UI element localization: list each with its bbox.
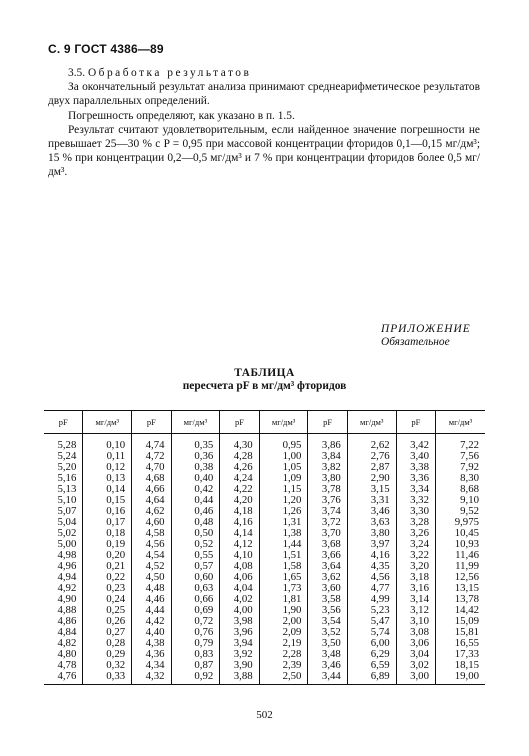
table-cell: 12,56: [435, 572, 485, 583]
table-cell: 0,27: [83, 627, 132, 638]
table-cell: 4,76: [57, 670, 77, 682]
table-cell: 3,34: [396, 484, 435, 495]
table-cell: 5,28: [57, 439, 77, 451]
table-cell: 4,96: [57, 560, 77, 572]
table-cell: 3,58: [308, 594, 347, 605]
table-cell: 4,04: [220, 583, 259, 594]
table-cell: 3,02: [396, 660, 435, 671]
section-heading: [48, 66, 480, 80]
table-cell: 3,40: [396, 451, 435, 462]
table-cell: 3,20: [396, 561, 435, 572]
table-cell: 3,84: [308, 451, 347, 462]
table-cell: 0,95: [259, 434, 308, 452]
table-cell: 4,24: [220, 473, 259, 484]
table-cell: 0,52: [171, 539, 220, 550]
table-cell: 4,46: [132, 594, 171, 605]
table-cell: 3,14: [396, 594, 435, 605]
table-cell: 4,80: [57, 648, 77, 660]
table-cell: 2,19: [259, 638, 308, 649]
table-cell: 0,55: [171, 550, 220, 561]
table-cell: 4,62: [132, 506, 171, 517]
table-cell: 11,99: [435, 561, 485, 572]
table-cell: 2,09: [259, 627, 308, 638]
table-cell: 4,20: [220, 495, 259, 506]
column-header: мг/дм³: [347, 411, 396, 434]
table-cell: 0,48: [171, 517, 220, 528]
table-cell: 4,42: [132, 616, 171, 627]
table-cell: 0,19: [83, 539, 132, 550]
table-cell: 4,44: [132, 605, 171, 616]
table-cell: 3,00: [396, 671, 435, 685]
table-cell: 2,76: [347, 451, 396, 462]
table-cell: 3,28: [396, 517, 435, 528]
table-cell: 3,88: [220, 671, 259, 685]
table-cell: 4,22: [220, 484, 259, 495]
table-cell: 4,34: [132, 660, 171, 671]
table-cell: 0,38: [171, 462, 220, 473]
column-header: pF: [308, 411, 347, 434]
paragraph-2: Погрешность определяют, как указано в п. 1.5.: [68, 109, 295, 122]
table-title: ТАБЛИЦА: [234, 367, 295, 379]
table-cell: 0,92: [171, 671, 220, 685]
table-cell: 10,45: [435, 528, 485, 539]
table-cell: 4,90: [57, 593, 77, 605]
table-cell: 4,56: [132, 539, 171, 550]
column-header: мг/дм³: [259, 411, 308, 434]
table-cell: 1,05: [259, 462, 308, 473]
table-cell: 4,18: [220, 506, 259, 517]
table-cell: 1,44: [259, 539, 308, 550]
table-cell: 4,48: [132, 583, 171, 594]
table-cell: 3,36: [396, 473, 435, 484]
table-cell: 0,28: [83, 638, 132, 649]
table-cell: 3,30: [396, 506, 435, 517]
table-cell: 4,66: [132, 484, 171, 495]
appendix-title: ПРИЛОЖЕНИЕ: [381, 323, 471, 335]
table-cell: 15,09: [435, 616, 485, 627]
table-cell: 4,35: [347, 561, 396, 572]
table-cell: 1,15: [259, 484, 308, 495]
table-cell: 1,58: [259, 561, 308, 572]
table-cell: 3,66: [308, 550, 347, 561]
table-cell: 6,89: [347, 671, 396, 685]
table-cell: 3,44: [308, 671, 347, 685]
table-cell: 4,58: [132, 528, 171, 539]
table-cell: 11,46: [435, 550, 485, 561]
table-cell: 0,42: [171, 484, 220, 495]
table-cell: 2,00: [259, 616, 308, 627]
table-cell: 3,31: [347, 495, 396, 506]
column-header: pF: [220, 411, 259, 434]
table-cell: 3,70: [308, 528, 347, 539]
table-cell: 4,70: [132, 462, 171, 473]
table-cell: 3,80: [347, 528, 396, 539]
table-cell: 4,16: [220, 517, 259, 528]
table-cell: 17,33: [435, 649, 485, 660]
table-cell: 3,06: [396, 638, 435, 649]
table-cell: 4,98: [57, 549, 77, 561]
table-row: [44, 671, 485, 685]
column-header: мг/дм³: [435, 411, 485, 434]
section-text: [48, 66, 480, 180]
table-cell: 9,975: [435, 517, 485, 528]
table-cell: 4,36: [132, 649, 171, 660]
appendix-subtitle: Обязательное: [381, 336, 450, 348]
table-cell: 3,56: [308, 605, 347, 616]
table-cell: 3,42: [396, 434, 435, 452]
table-cell: 5,07: [57, 505, 77, 517]
table-cell: 0,11: [83, 451, 132, 462]
table-cell: 4,77: [347, 583, 396, 594]
table-cell: 0,63: [171, 583, 220, 594]
table-cell: 3,54: [308, 616, 347, 627]
table-cell: 0,21: [83, 561, 132, 572]
table-cell: 8,68: [435, 484, 485, 495]
table-cell: 8,30: [435, 473, 485, 484]
table-cell: 4,26: [220, 462, 259, 473]
appendix-label: [381, 323, 481, 349]
table-cell: 3,68: [308, 539, 347, 550]
table-cell: 0,20: [83, 550, 132, 561]
table-cell: 0,12: [83, 462, 132, 473]
paragraph-1: За окончательный результат анализа принимают среднеарифметическое результатов двух параллельных определений.: [48, 81, 480, 108]
table-cell: 3,62: [308, 572, 347, 583]
table-cell: 1,81: [259, 594, 308, 605]
table-cell: 3,90: [220, 660, 259, 671]
table-cell: 0,60: [171, 572, 220, 583]
table-cell: 0,16: [83, 506, 132, 517]
table-cell: 0,44: [171, 495, 220, 506]
table-cell: 5,04: [57, 516, 77, 528]
table-cell: 7,92: [435, 462, 485, 473]
table-cell: 0,69: [171, 605, 220, 616]
table-cell: 4,78: [57, 659, 77, 671]
table-cell: 16,55: [435, 638, 485, 649]
table-cell: 3,96: [220, 627, 259, 638]
table-header-row: [44, 411, 485, 434]
column-header: pF: [132, 411, 171, 434]
table-cell: 5,74: [347, 627, 396, 638]
table-cell: 4,10: [220, 550, 259, 561]
table-cell: 4,28: [220, 451, 259, 462]
table-cell: 0,76: [171, 627, 220, 638]
table-cell: 3,16: [396, 583, 435, 594]
column-header: pF: [44, 411, 83, 434]
table-cell: 3,46: [308, 660, 347, 671]
paragraph-3: Результат считают удовлетворительным, если найденное значение погрешности не превышает 25—30 % с P = 0,95 при массовой концентрации фторидов 0,1—0,15 мг/дм³; 15 % при концентрации 0,2—0,5 мг/дм³ и 7 % при концентрации фторидов более 0,5 мг/дм³.: [48, 123, 480, 179]
table-cell: 0,18: [83, 528, 132, 539]
table-cell: 5,13: [57, 483, 77, 495]
table-cell: 4,32: [132, 671, 171, 685]
table-cell: 4,06: [220, 572, 259, 583]
section-title: Обработка результатов: [87, 67, 252, 79]
table-cell: 6,29: [347, 649, 396, 660]
table-row: [44, 434, 485, 452]
table-cell: 4,72: [132, 451, 171, 462]
table-cell: 1,00: [259, 451, 308, 462]
table-cell: 4,84: [57, 626, 77, 638]
table-cell: 0,40: [171, 473, 220, 484]
table-cell: 19,00: [435, 671, 485, 685]
table-cell: 4,40: [132, 627, 171, 638]
table-cell: 0,14: [83, 484, 132, 495]
table-cell: 1,09: [259, 473, 308, 484]
table-cell: 0,83: [171, 649, 220, 660]
table-cell: 4,30: [220, 434, 259, 452]
table-cell: 4,99: [347, 594, 396, 605]
table-cell: 3,76: [308, 495, 347, 506]
table-cell: 4,64: [132, 495, 171, 506]
table-cell: 5,47: [347, 616, 396, 627]
table-cell: 0,10: [83, 434, 132, 452]
table-cell: 18,15: [435, 660, 485, 671]
table-cell: 0,15: [83, 495, 132, 506]
conversion-table: [44, 410, 485, 685]
table-cell: 1,38: [259, 528, 308, 539]
table-cell: 5,20: [57, 461, 77, 473]
table-cell: 2,62: [347, 434, 396, 452]
column-header: мг/дм³: [83, 411, 132, 434]
table-cell: 3,60: [308, 583, 347, 594]
column-header: мг/дм³: [171, 411, 220, 434]
table-cell: 6,59: [347, 660, 396, 671]
table-cell: 3,72: [308, 517, 347, 528]
table-cell: 0,57: [171, 561, 220, 572]
table-cell: 3,97: [347, 539, 396, 550]
table-cell: 0,66: [171, 594, 220, 605]
table-cell: 4,74: [132, 434, 171, 452]
table-cell: 0,13: [83, 473, 132, 484]
table-cell: 3,94: [220, 638, 259, 649]
table-cell: 3,64: [308, 561, 347, 572]
table-cell: 15,81: [435, 627, 485, 638]
table-cell: 0,17: [83, 517, 132, 528]
table-cell: 2,87: [347, 462, 396, 473]
table-cell: 0,29: [83, 649, 132, 660]
table-cell: 10,93: [435, 539, 485, 550]
table-cell: 0,35: [171, 434, 220, 452]
table-cell: 0,50: [171, 528, 220, 539]
table-cell: 3,26: [396, 528, 435, 539]
table-cell: 1,51: [259, 550, 308, 561]
table-cell: 3,46: [347, 506, 396, 517]
table-cell: 0,36: [171, 451, 220, 462]
table-cell: 0,87: [171, 660, 220, 671]
table-cell: 3,50: [308, 638, 347, 649]
table-cell: 4,60: [132, 517, 171, 528]
table-cell: 3,78: [308, 484, 347, 495]
table-cell: 5,10: [57, 494, 77, 506]
table-cell: 5,02: [57, 527, 77, 539]
table-cell: 1,65: [259, 572, 308, 583]
table-cell: 4,86: [57, 615, 77, 627]
table-cell: 0,33: [83, 671, 132, 685]
table-cell: 4,92: [57, 582, 77, 594]
table-body: [44, 434, 485, 685]
table-cell: 0,32: [83, 660, 132, 671]
table-cell: 3,04: [396, 649, 435, 660]
table-cell: 3,48: [308, 649, 347, 660]
table-cell: 14,42: [435, 605, 485, 616]
table-cell: 1,26: [259, 506, 308, 517]
table-cell: 4,14: [220, 528, 259, 539]
table-cell: 4,12: [220, 539, 259, 550]
table-cell: 4,56: [347, 572, 396, 583]
table-cell: 2,90: [347, 473, 396, 484]
table-cell: 4,82: [57, 637, 77, 649]
table-cell: 4,16: [347, 550, 396, 561]
table-cell: 5,00: [57, 538, 77, 550]
table-cell: 0,72: [171, 616, 220, 627]
table-cell: 0,23: [83, 583, 132, 594]
table-cell: 3,52: [308, 627, 347, 638]
table-cell: 3,92: [220, 649, 259, 660]
table-cell: 4,88: [57, 604, 77, 616]
table-cell: 6,00: [347, 638, 396, 649]
table-cell: 4,94: [57, 571, 77, 583]
table-cell: 3,12: [396, 605, 435, 616]
page-number: 502: [256, 709, 273, 721]
table-cell: 3,98: [220, 616, 259, 627]
table-cell: 9,10: [435, 495, 485, 506]
table-cell: 7,22: [435, 434, 485, 452]
table-cell: 0,26: [83, 616, 132, 627]
column-header: pF: [396, 411, 435, 434]
table-cell: 3,15: [347, 484, 396, 495]
section-number: 3.5.: [68, 67, 86, 79]
table-cell: 4,50: [132, 572, 171, 583]
table-cell: 4,08: [220, 561, 259, 572]
table-cell: 0,24: [83, 594, 132, 605]
table-cell: 1,20: [259, 495, 308, 506]
page-header: С. 9 ГОСТ 4386—89: [48, 42, 164, 56]
table-cell: 5,23: [347, 605, 396, 616]
table-cell: 0,79: [171, 638, 220, 649]
table-subtitle: пересчета pF в мг/дм³ фторидов: [182, 380, 347, 392]
table-cell: 0,25: [83, 605, 132, 616]
table-cell: 13,78: [435, 594, 485, 605]
table-cell: 7,56: [435, 451, 485, 462]
table-cell: 3,24: [396, 539, 435, 550]
table-cell: 9,52: [435, 506, 485, 517]
table-cell: 4,02: [220, 594, 259, 605]
table-cell: 0,22: [83, 572, 132, 583]
table-cell: 2,50: [259, 671, 308, 685]
table-cell: 1,73: [259, 583, 308, 594]
table-cell: 5,16: [57, 472, 77, 484]
table-cell: 3,38: [396, 462, 435, 473]
table-cell: 4,54: [132, 550, 171, 561]
table-cell: 4,00: [220, 605, 259, 616]
table-cell: 3,18: [396, 572, 435, 583]
table-cell: 2,39: [259, 660, 308, 671]
table-cell: 3,63: [347, 517, 396, 528]
table-cell: 3,82: [308, 462, 347, 473]
table-cell: 5,24: [57, 450, 77, 462]
table-cell: 3,80: [308, 473, 347, 484]
table-cell: 1,90: [259, 605, 308, 616]
table-cell: 4,68: [132, 473, 171, 484]
table-cell: 0,46: [171, 506, 220, 517]
table-cell: 4,52: [132, 561, 171, 572]
table-cell: 3,08: [396, 627, 435, 638]
table-cell: 1,31: [259, 517, 308, 528]
table-cell: 4,38: [132, 638, 171, 649]
table-cell: 13,15: [435, 583, 485, 594]
table-cell: 3,10: [396, 616, 435, 627]
table-cell: 3,22: [396, 550, 435, 561]
table-cell: 3,86: [308, 434, 347, 452]
table-cell: 2,28: [259, 649, 308, 660]
table-cell: 3,32: [396, 495, 435, 506]
table-cell: 3,74: [308, 506, 347, 517]
